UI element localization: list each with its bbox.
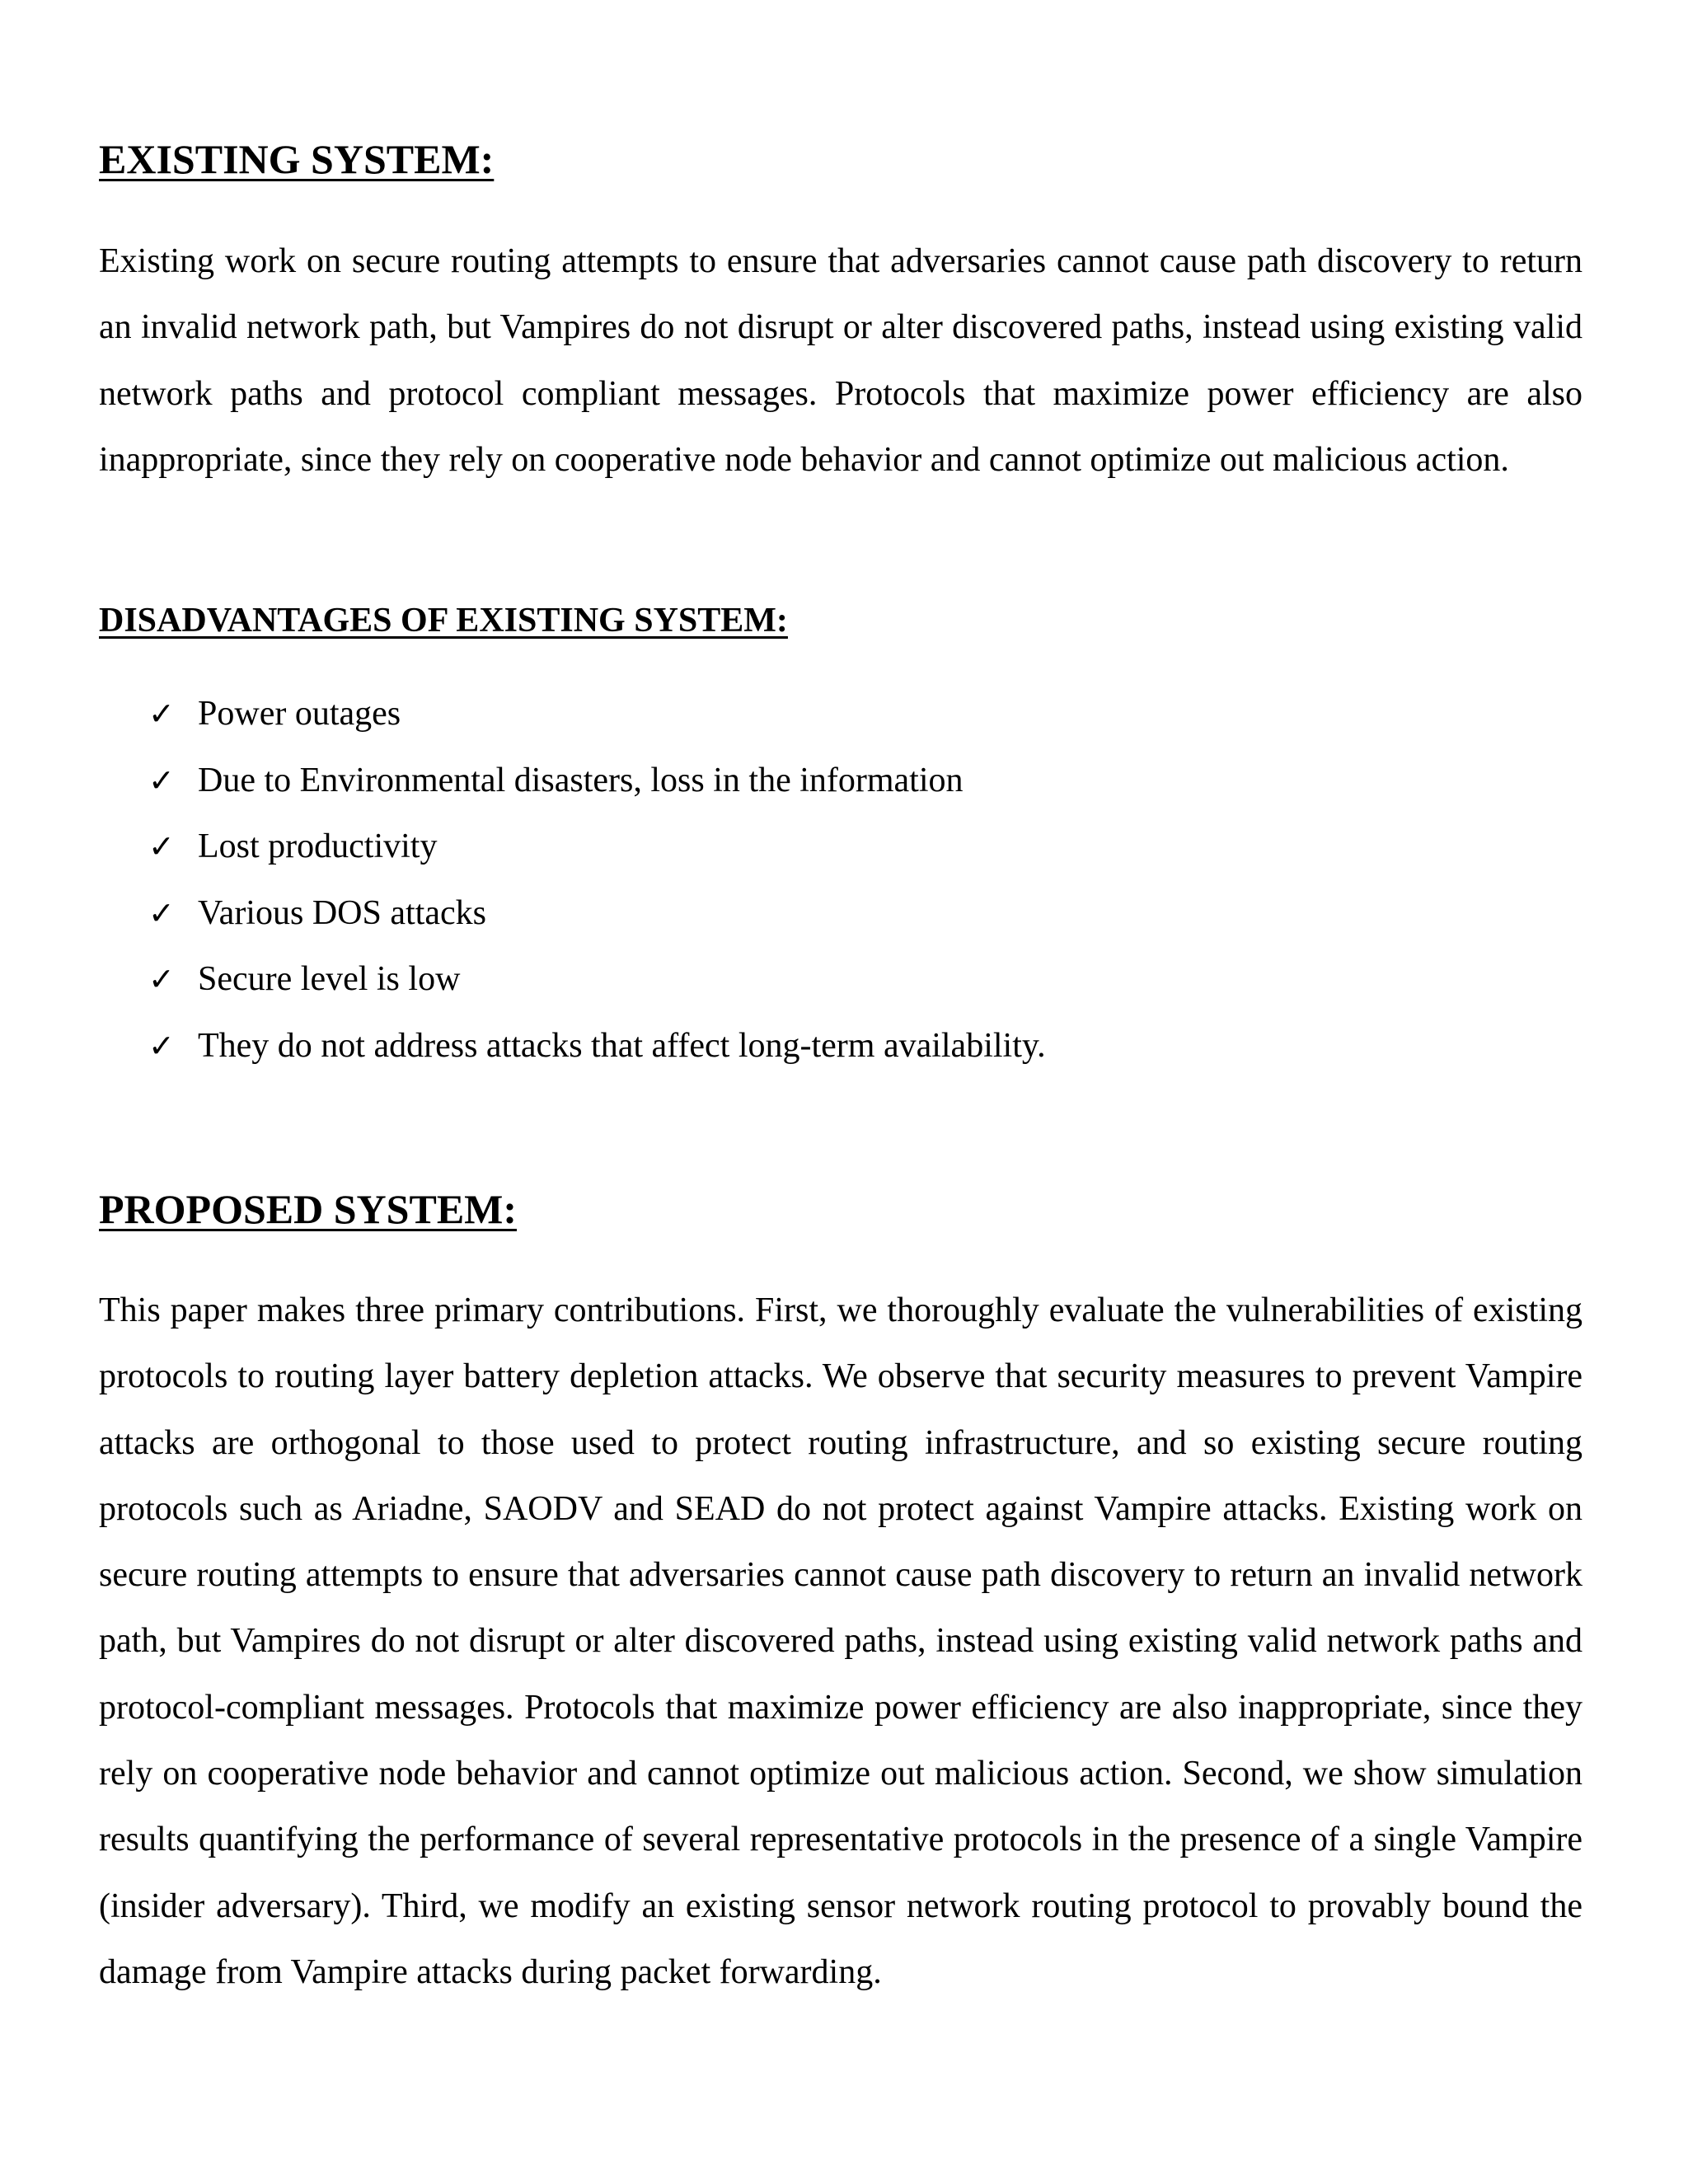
list-item-text: They do not address attacks that affect long-term availability.	[198, 1026, 1046, 1065]
list-item-text: Various DOS attacks	[198, 893, 486, 932]
disadvantages-list	[148, 681, 1046, 1079]
list-item	[148, 681, 1046, 748]
checkmark-icon: ✓	[148, 696, 175, 732]
existing-system-heading: EXISTING SYSTEM:	[99, 136, 495, 182]
existing-system-paragraph: Existing work on secure routing attempts to ensure that adversaries cannot cause path discovery to return an invalid network path, but Vampires do not disrupt or alter discovered paths, instead using existing valid network paths and protocol compliant messages. Protocols that maximize power efficiency are also inappropriate, since they rely on cooperative node behavior and cannot optimize out malicious action.	[99, 242, 1582, 479]
list-item-text: Due to Environmental disasters, loss in the information	[198, 761, 964, 799]
list-item-text: Power outages	[198, 695, 401, 733]
list-item-text: Secure level is low	[198, 960, 461, 998]
checkmark-icon: ✓	[148, 961, 175, 997]
checkmark-icon: ✓	[148, 894, 175, 931]
list-item	[148, 1013, 1046, 1080]
list-item-text: Lost productivity	[198, 827, 438, 865]
checkmark-icon: ✓	[148, 828, 175, 865]
list-item	[148, 813, 1046, 880]
checkmark-icon: ✓	[148, 1027, 175, 1064]
list-item	[148, 880, 1046, 947]
checkmark-icon: ✓	[148, 762, 175, 799]
list-item	[148, 946, 1046, 1013]
proposed-system-paragraph: This paper makes three primary contributions. First, we thoroughly evaluate the vulnerabilities of existing protocols to routing layer battery depletion attacks. We observe that security measures to prevent Vampire attacks are orthogonal to those used to protect routing infrastructure, and so existing secure routing protocols such as Ariadne, SAODV and SEAD do not protect against Vampire attacks. Existing work on secure routing attempts to ensure that adversaries cannot cause path discovery to return an invalid network path, but Vampires do not disrupt or alter discovered paths, instead using existing valid network paths and protocol-compliant messages. Protocols that maximize power efficiency are also inappropriate, since they rely on cooperative node behavior and cannot optimize out malicious action. Second, we show simulation results quantifying the performance of several representative protocols in the presence of a single Vampire (insider adversary). Third, we modify an existing sensor network routing protocol to provably bound the damage from Vampire attacks during packet forwarding.	[99, 1291, 1582, 1991]
list-item	[148, 748, 1046, 814]
proposed-system-heading: PROPOSED SYSTEM:	[99, 1186, 518, 1232]
disadvantages-heading: DISADVANTAGES OF EXISTING SYSTEM:	[99, 602, 788, 640]
